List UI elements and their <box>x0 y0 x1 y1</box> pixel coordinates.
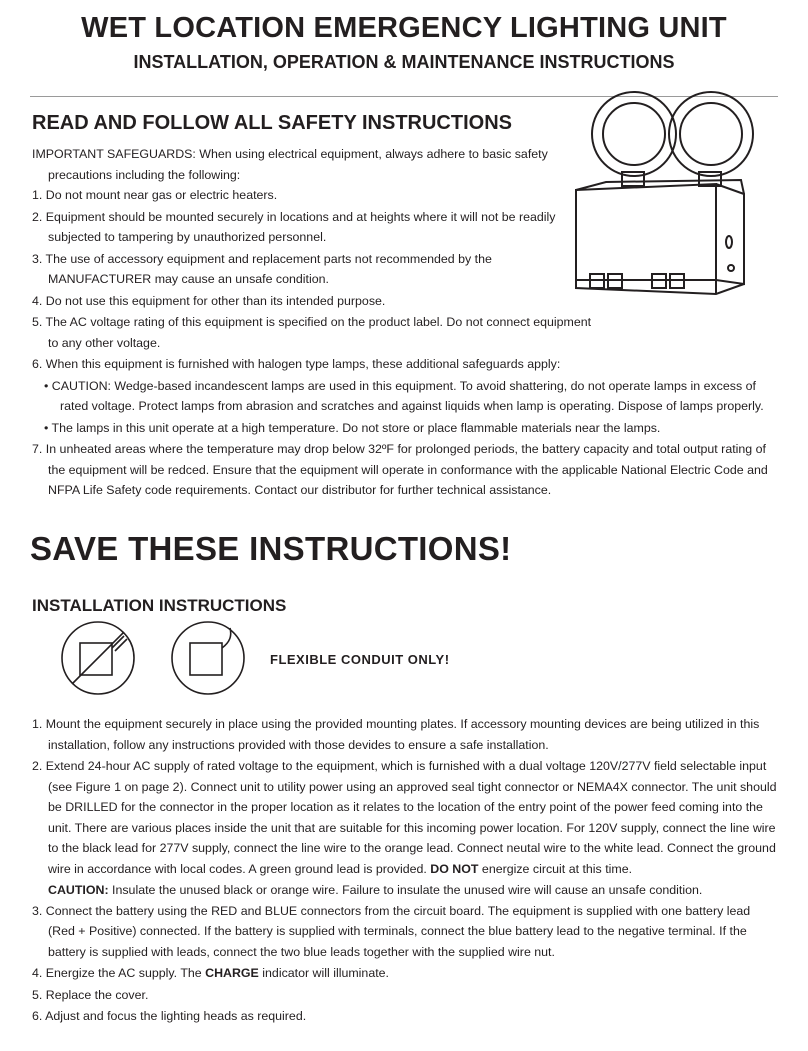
charge-emphasis: CHARGE <box>205 966 259 980</box>
install-step: 3. Connect the battery using the RED and BLUE connectors from the circuit board. The equipment is supplied with one battery lead (Red + Positive) connected. If the battery is supplied with terminals, connect the blue battery lead to the negative terminal. If the battery is supplied with leads, connect the two blue leads together with the supplied wire nut. <box>32 903 751 959</box>
flexible-conduit-icon <box>172 622 244 694</box>
safety-item: 3. The use of accessory equipment and replacement parts not recommended by the MANUFACTURER may cause an unsafe condition. <box>32 251 492 286</box>
caution-label: CAUTION: <box>48 883 109 897</box>
install-step-text: 4. Energize the AC supply. The <box>32 966 202 980</box>
do-not-emphasis: DO NOT <box>430 861 479 876</box>
install-step-text: energize circuit at this time. <box>481 861 633 876</box>
safety-bullet: • The lamps in this unit operate at a high temperature. Do not store or place flammable materials near the lamps. <box>44 420 661 435</box>
safety-item: 5. The AC voltage rating of this equipment is specified on the product label. Do not connect equipment to any other voltage. <box>32 315 592 350</box>
install-step <box>32 963 777 984</box>
page-title: WET LOCATION EMERGENCY LIGHTING UNIT <box>81 12 727 44</box>
safety-item: 1. Do not mount near gas or electric heaters. <box>32 188 278 202</box>
safety-item: 2. Equipment should be mounted securely in locations and at heights where it will not be readily subjected to tampering by unauthorized personnel. <box>32 209 556 244</box>
install-step: 1. Mount the equipment securely in place using the provided mounting plates. If accessory mounting devices are being utilized in this installation, follow any instructions provided with those devides to ensure a safe installation. <box>32 717 760 752</box>
safety-section <box>32 144 780 502</box>
safety-bullet: • CAUTION: Wedge-based incandescent lamps are used in this equipment. To avoid shattering, do not operate lamps in excess of rated voltage. Protect lamps from abrasion and scratches and against liquids when lamp is operating. Dispose of lamps properly. <box>44 378 764 413</box>
install-step <box>32 756 777 879</box>
install-step-text: 2. Extend 24-hour AC supply of rated voltage to the equipment, which is furnished with a dual voltage 120V/277V field selectable input (see Figure 1 on page 2). Connect unit to utility power using an approved seal tight connector or NEMA4X connector. The unit should be DRILLED for the connector in the proper location as it relates to the location of the entry point of the power feed coming into the unit. There are various places inside the unit that are suitable for this incoming power location. For 120V supply, connect the line wire to the black lead for 277V supply, connect the line wire to the orange lead. Connect neutal wire to the white lead. Connect the ground wire in accordance with local codes. A green ground lead is provided. <box>32 759 777 876</box>
save-instructions-heading: SAVE THESE INSTRUCTIONS! <box>30 530 512 567</box>
page-subtitle: INSTALLATION, OPERATION & MAINTENANCE INSTRUCTIONS <box>133 52 675 72</box>
safety-item: 7. In unheated areas where the temperature may drop below 32ºF for prolonged periods, the battery capacity and total output rating of the equipment will be redced. Ensure that the equipment will operate in conformance with the applicable National Electric Code and NFPA Life Safety code requirements. Contact our distributor for further technical assistance. <box>32 442 768 497</box>
installation-steps <box>32 714 777 1028</box>
safety-item: 4. Do not use this equipment for other than its intended purpose. <box>32 293 386 308</box>
safety-item: 6. When this equipment is furnished with halogen type lamps, these additional safeguards apply: <box>32 357 561 371</box>
no-rigid-conduit-icon <box>62 622 134 694</box>
safety-intro: IMPORTANT SAFEGUARDS: When using electrical equipment, always adhere to basic safety precautions including the following: <box>32 147 548 182</box>
caution-text: Insulate the unused black or orange wire. Failure to insulate the unused wire will cause an unsafe condition. <box>112 883 703 897</box>
installation-heading: INSTALLATION INSTRUCTIONS <box>32 596 287 615</box>
caution-note <box>32 880 777 901</box>
safety-heading: READ AND FOLLOW ALL SAFETY INSTRUCTIONS <box>32 112 512 134</box>
install-step-text: indicator will illuminate. <box>262 966 389 980</box>
install-step: 6. Adjust and focus the lighting heads as required. <box>32 1009 307 1023</box>
flexible-conduit-label: FLEXIBLE CONDUIT ONLY! <box>270 652 450 667</box>
install-step: 5. Replace the cover. <box>32 987 149 1002</box>
conduit-icons <box>60 618 260 698</box>
